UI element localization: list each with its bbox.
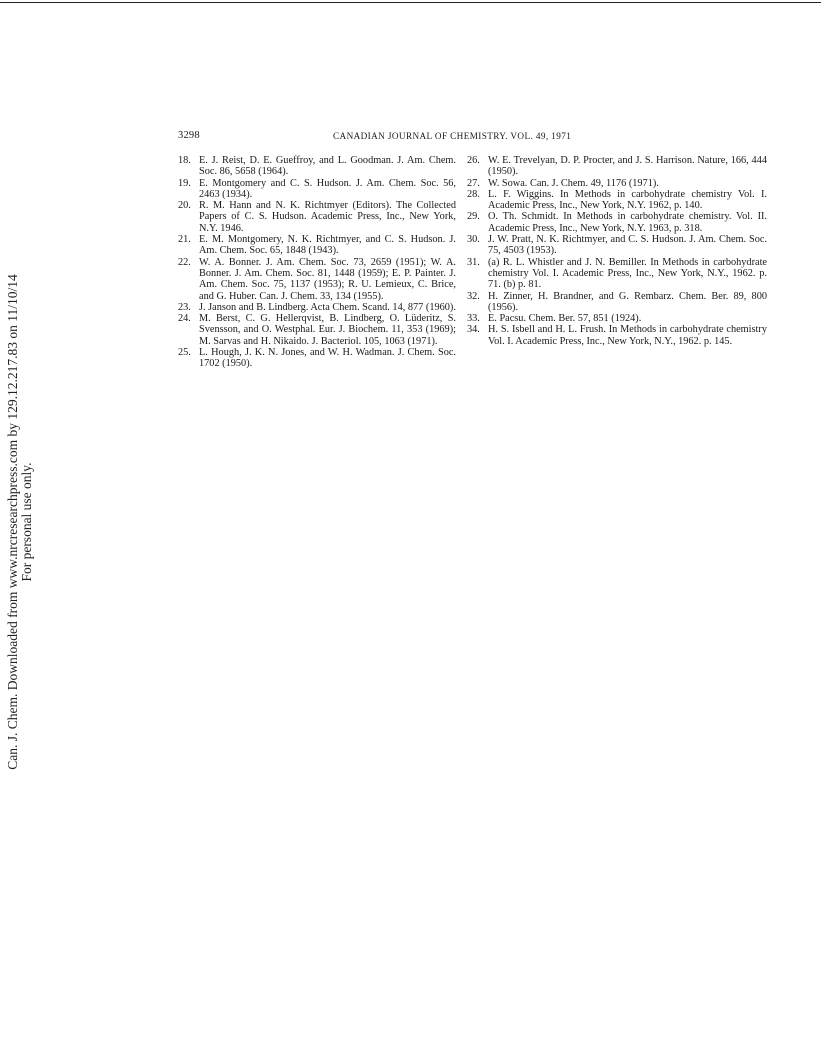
reference-number: 33.: [467, 313, 480, 325]
reference-number: 18.: [178, 155, 191, 166]
reference-text: L. F. Wiggins. In Methods in carbohydrate chemistry Vol. I. Academic Press, Inc., New York, N.Y. 1962, p. 140.: [488, 188, 767, 212]
reference-number: 22.: [178, 256, 191, 268]
reference-item: [178, 155, 456, 178]
watermark-line-2: For personal use only.: [19, 462, 34, 582]
reference-text: H. Zinner, H. Brandner, and G. Rembarz. Chem. Ber. 89, 800 (1956).: [488, 290, 767, 313]
reference-number: 25.: [178, 347, 191, 359]
reference-text: O. Th. Schmidt. In Methods in carbohydrate chemistry. Vol. II. Academic Press, Inc., New York, N.Y. 1963, p. 318.: [488, 211, 767, 234]
reference-item: [178, 313, 456, 347]
reference-text: W. Sowa. Can. J. Chem. 49, 1176 (1971).: [488, 177, 659, 189]
reference-text: W. A. Bonner. J. Am. Chem. Soc. 73, 2659 (1951); W. A. Bonner. J. Am. Chem. Soc. 81, 1448 (1959); E. P. Painter. J. Am. Chem. Soc. 75, 1137 (1953); R. U. Lemieux, C. Brice, and G. Huber. Can. J. Chem. 33, 134 (1955).: [199, 256, 456, 302]
reference-number: 20.: [178, 200, 191, 212]
reference-text: H. S. Isbell and H. L. Frush. In Methods in carbohydrate chemistry Vol. I. Academic Press, Inc., New York, N.Y., 1962. p. 145.: [488, 324, 767, 347]
reference-item: [178, 234, 456, 257]
reference-number: 23.: [178, 301, 191, 313]
reference-number: 32.: [467, 290, 480, 302]
reference-text: M. Berst, C. G. Hellerqvist, B. Lindberg, O. Lüderitz, S. Svensson, and O. Westphal. Eur. J. Biochem. 11, 353 (1969); M. Sarvas and H. Nikaido. J. Bacteriol. 105, 1063 (1971).: [199, 313, 456, 347]
reference-item: [178, 200, 456, 234]
download-watermark: [0, 262, 40, 782]
reference-item: [178, 178, 456, 201]
reference-text: E. Montgomery and C. S. Hudson. J. Am. Chem. Soc. 56, 2463 (1934).: [199, 177, 456, 200]
reference-item: [178, 302, 456, 313]
watermark-line-1: Can. J. Chem. Downloaded from www.nrcresearchpress.com by 129.12.217.83 on 11/10/14: [5, 274, 20, 770]
references-right-column: [467, 155, 767, 347]
page-header: [178, 130, 768, 144]
references-left-column: [178, 155, 456, 370]
reference-number: 27.: [467, 177, 480, 189]
reference-text: W. E. Trevelyan, D. P. Procter, and J. S. Harrison. Nature, 166, 444 (1950).: [488, 155, 767, 178]
reference-text: J. W. Pratt, N. K. Richtmyer, and C. S. Hudson. J. Am. Chem. Soc. 75, 4503 (1953).: [488, 234, 767, 257]
page-number: 3298: [178, 130, 200, 141]
reference-item: [467, 324, 767, 347]
reference-number: 30.: [467, 234, 480, 246]
reference-item: [467, 257, 767, 291]
reference-text: E. M. Montgomery, N. K. Richtmyer, and C. S. Hudson. J. Am. Chem. Soc. 65, 1848 (1943).: [199, 234, 456, 257]
reference-number: 26.: [467, 155, 480, 166]
reference-item: [467, 291, 767, 314]
reference-text: (a) R. L. Whistler and J. N. Bemiller. In Methods in carbohydrate chemistry Vol. I. Academic Press, Inc., New York, N.Y., 1962. p. 71. (b) p. 81.: [488, 256, 767, 291]
reference-text: E. J. Reist, D. E. Gueffroy, and L. Goodman. J. Am. Chem. Soc. 86, 5658 (1964).: [199, 155, 456, 178]
reference-text: J. Janson and B. Lindberg. Acta Chem. Scand. 14, 877 (1960).: [199, 301, 456, 313]
reference-item: [178, 347, 456, 370]
reference-text: E. Pacsu. Chem. Ber. 57, 851 (1924).: [488, 313, 642, 325]
reference-number: 19.: [178, 177, 191, 189]
reference-number: 31.: [467, 256, 480, 268]
reference-number: 29.: [467, 211, 480, 223]
reference-item: [467, 211, 767, 234]
reference-number: 34.: [467, 324, 480, 336]
reference-item: [467, 189, 767, 212]
reference-item: [467, 178, 767, 189]
reference-number: 24.: [178, 313, 191, 325]
reference-text: R. M. Hann and N. K. Richtmyer (Editors). The Collected Papers of C. S. Hudson. Academic Press, Inc., New York, N.Y. 1946.: [199, 200, 456, 234]
reference-item: [467, 234, 767, 257]
reference-text: L. Hough, J. K. N. Jones, and W. H. Wadman. J. Chem. Soc. 1702 (1950).: [199, 347, 456, 370]
reference-number: 28.: [467, 188, 480, 200]
reference-item: [178, 257, 456, 302]
running-head: CANADIAN JOURNAL OF CHEMISTRY. VOL. 49, 1971: [333, 131, 572, 141]
reference-number: 21.: [178, 234, 191, 246]
top-scan-edge: [0, 2, 821, 3]
reference-item: [467, 313, 767, 324]
reference-item: [467, 155, 767, 178]
